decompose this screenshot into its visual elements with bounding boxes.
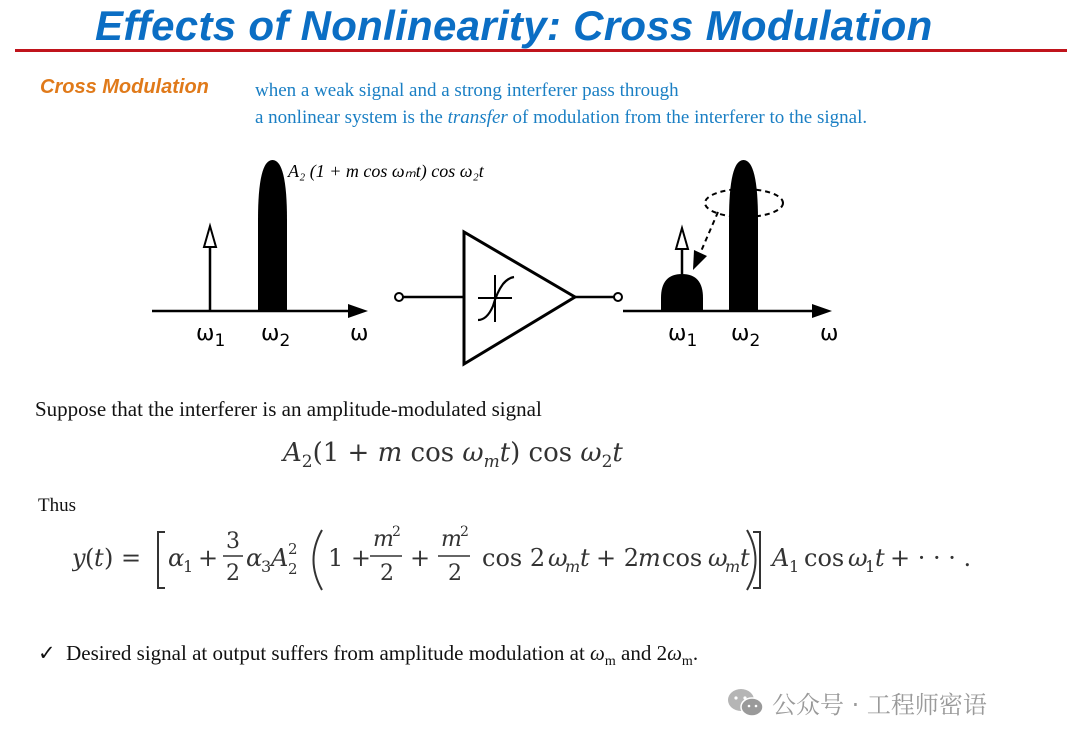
- svg-text:2: 2: [288, 560, 298, 578]
- output-equation: [72, 520, 972, 595]
- output-omega2-label: $\omega_2$: [731, 321, 761, 351]
- svg-text:2: 2: [460, 524, 469, 540]
- svg-text:t: t: [875, 544, 885, 572]
- interferer-formula-label: A₂ (1 + m cos ωₘt) cos ω₂t: [288, 161, 484, 181]
- output-spectrum: [623, 160, 838, 351]
- definition-line-2: a nonlinear system is the transfer of modulation from the interferer to the signal.: [255, 107, 868, 128]
- input-spectrum: [152, 160, 485, 351]
- svg-text:α: α: [246, 544, 263, 572]
- svg-text:A: A: [271, 544, 289, 572]
- svg-text:1: 1: [183, 557, 194, 576]
- page-title: Effects of Nonlinearity: Cross Modulation: [95, 2, 933, 49]
- svg-text:1: 1: [789, 557, 800, 576]
- svg-text:(: (: [85, 544, 95, 572]
- svg-text:α: α: [168, 544, 185, 572]
- output-interferer-spectrum: [729, 160, 758, 311]
- watermark: [726, 685, 987, 720]
- svg-text:+: +: [198, 544, 219, 572]
- input-omega2-label: $\omega_2$: [261, 321, 291, 351]
- svg-text:+ 2: + 2: [596, 544, 640, 572]
- svg-text:cos 2: cos 2: [482, 544, 546, 572]
- svg-text:3: 3: [226, 529, 240, 554]
- definition-text: [255, 77, 867, 131]
- svg-text:cos: cos: [804, 544, 845, 572]
- thus-label: Thus: [38, 495, 76, 516]
- wechat-icon: [726, 687, 766, 719]
- conclusion-bullet: ✓ Desired signal at output suffers from amplitude modulation at $\omega_m$ and $2\omega_m$.: [38, 641, 699, 670]
- modulated-signal-spectrum: [661, 274, 703, 311]
- input-axis-label: ω: [350, 321, 369, 346]
- svg-text:m: m: [638, 544, 661, 572]
- interferer-equation: $A_2(1 + m$ $\cos \omega_mt$) $\cos \omega_2t$: [283, 438, 623, 473]
- svg-text:2: 2: [226, 561, 240, 586]
- svg-text:m: m: [441, 527, 462, 552]
- checkmark-icon: ✓: [38, 641, 56, 665]
- svg-text:3: 3: [261, 557, 272, 576]
- svg-text:t: t: [580, 544, 590, 572]
- svg-text:m: m: [725, 557, 741, 576]
- svg-text:ω: ω: [548, 544, 568, 572]
- watermark-text: 公众号 · 工程师密语: [772, 691, 987, 719]
- svg-text:ω: ω: [848, 544, 868, 572]
- svg-text:t: t: [740, 544, 750, 572]
- svg-text:2: 2: [380, 561, 394, 586]
- svg-text:1 +: 1 +: [328, 544, 372, 572]
- svg-text:A: A: [772, 544, 790, 572]
- svg-text:ω: ω: [708, 544, 728, 572]
- suppose-text: Suppose that the interferer is an amplitude-modulated signal: [35, 397, 542, 421]
- svg-text:m: m: [373, 527, 394, 552]
- output-omega1-label: $\omega_1$: [668, 321, 698, 351]
- definition-emphasis: transfer: [447, 107, 508, 128]
- title-divider: [15, 49, 1067, 52]
- svg-text:y: y: [72, 544, 86, 572]
- svg-text:+ · · · .: + · · · .: [890, 544, 972, 572]
- definition-keyword: Cross Modulation: [40, 76, 209, 98]
- svg-text:+: +: [410, 544, 431, 572]
- cross-modulation-diagram: [0, 140, 1080, 380]
- svg-text:2: 2: [448, 561, 462, 586]
- svg-text:1: 1: [865, 557, 876, 576]
- svg-text:t: t: [94, 544, 104, 572]
- output-signal-arrowhead: [676, 228, 688, 249]
- modulation-transfer-arrow: [699, 212, 718, 256]
- nonlinear-amplifier: [395, 232, 622, 364]
- svg-text:) =: ) =: [104, 544, 142, 572]
- svg-text:m: m: [565, 557, 581, 576]
- svg-text:2: 2: [392, 524, 401, 540]
- interferer-spectrum: [258, 160, 287, 311]
- definition-line-1: when a weak signal and a strong interferer pass through: [255, 80, 679, 101]
- svg-text:cos: cos: [662, 544, 703, 572]
- output-axis-label: ω: [820, 321, 839, 346]
- svg-text:2: 2: [288, 540, 298, 558]
- input-omega1-label: $\omega_1$: [196, 321, 226, 351]
- weak-signal-arrowhead: [204, 226, 216, 247]
